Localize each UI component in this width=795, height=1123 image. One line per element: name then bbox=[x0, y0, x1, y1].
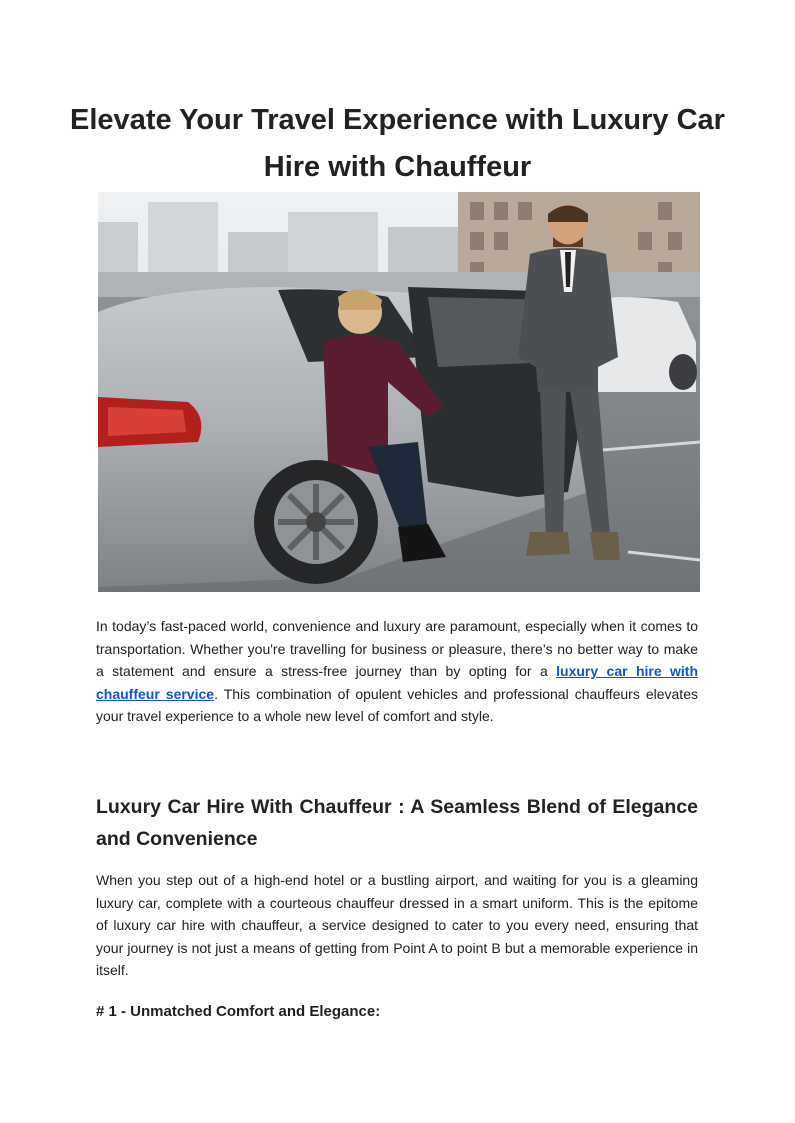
page-title: Elevate Your Travel Experience with Luxury Car Hire with Chauffeur bbox=[70, 104, 725, 183]
luxury-car-hire-link[interactable]: luxury car hire with chauffeur service bbox=[96, 663, 699, 702]
intro-text-start: In today’s fast-paced world, convenience and luxury are paramount, especially when it comes to transportation. Whether you're travelling for business or pleasure, there’s no better way to make a statement and ensure a stress-free journey than by opting for a bbox=[96, 618, 698, 680]
intro-text-end: . This combination of opulent vehicles and professional chauffeurs elevates your travel experience to a whole new level of comfort and style. bbox=[96, 685, 698, 725]
section-heading: Luxury Car Hire With Chauffeur : A Seamless Blend of Elegance and Convenience bbox=[96, 796, 698, 850]
section-paragraph: When you step out of a high-end hotel or a bustling airport, and waiting for you is a gleaming luxury car, complete with a courteous chauffeur dressed in a smart uniform. This is the epitome of luxury car hire with chauffeur, a service designed to cater to you every need, ensuring that your journey is not just a means of getting from Point A to point B but a memorable experience in itself. bbox=[96, 872, 698, 979]
subheading-comfort: # 1 - Unmatched Comfort and Elegance: bbox=[96, 1003, 381, 1020]
hero-image bbox=[98, 192, 700, 592]
intro-paragraph bbox=[96, 615, 698, 728]
chauffeur-photo bbox=[98, 192, 700, 592]
